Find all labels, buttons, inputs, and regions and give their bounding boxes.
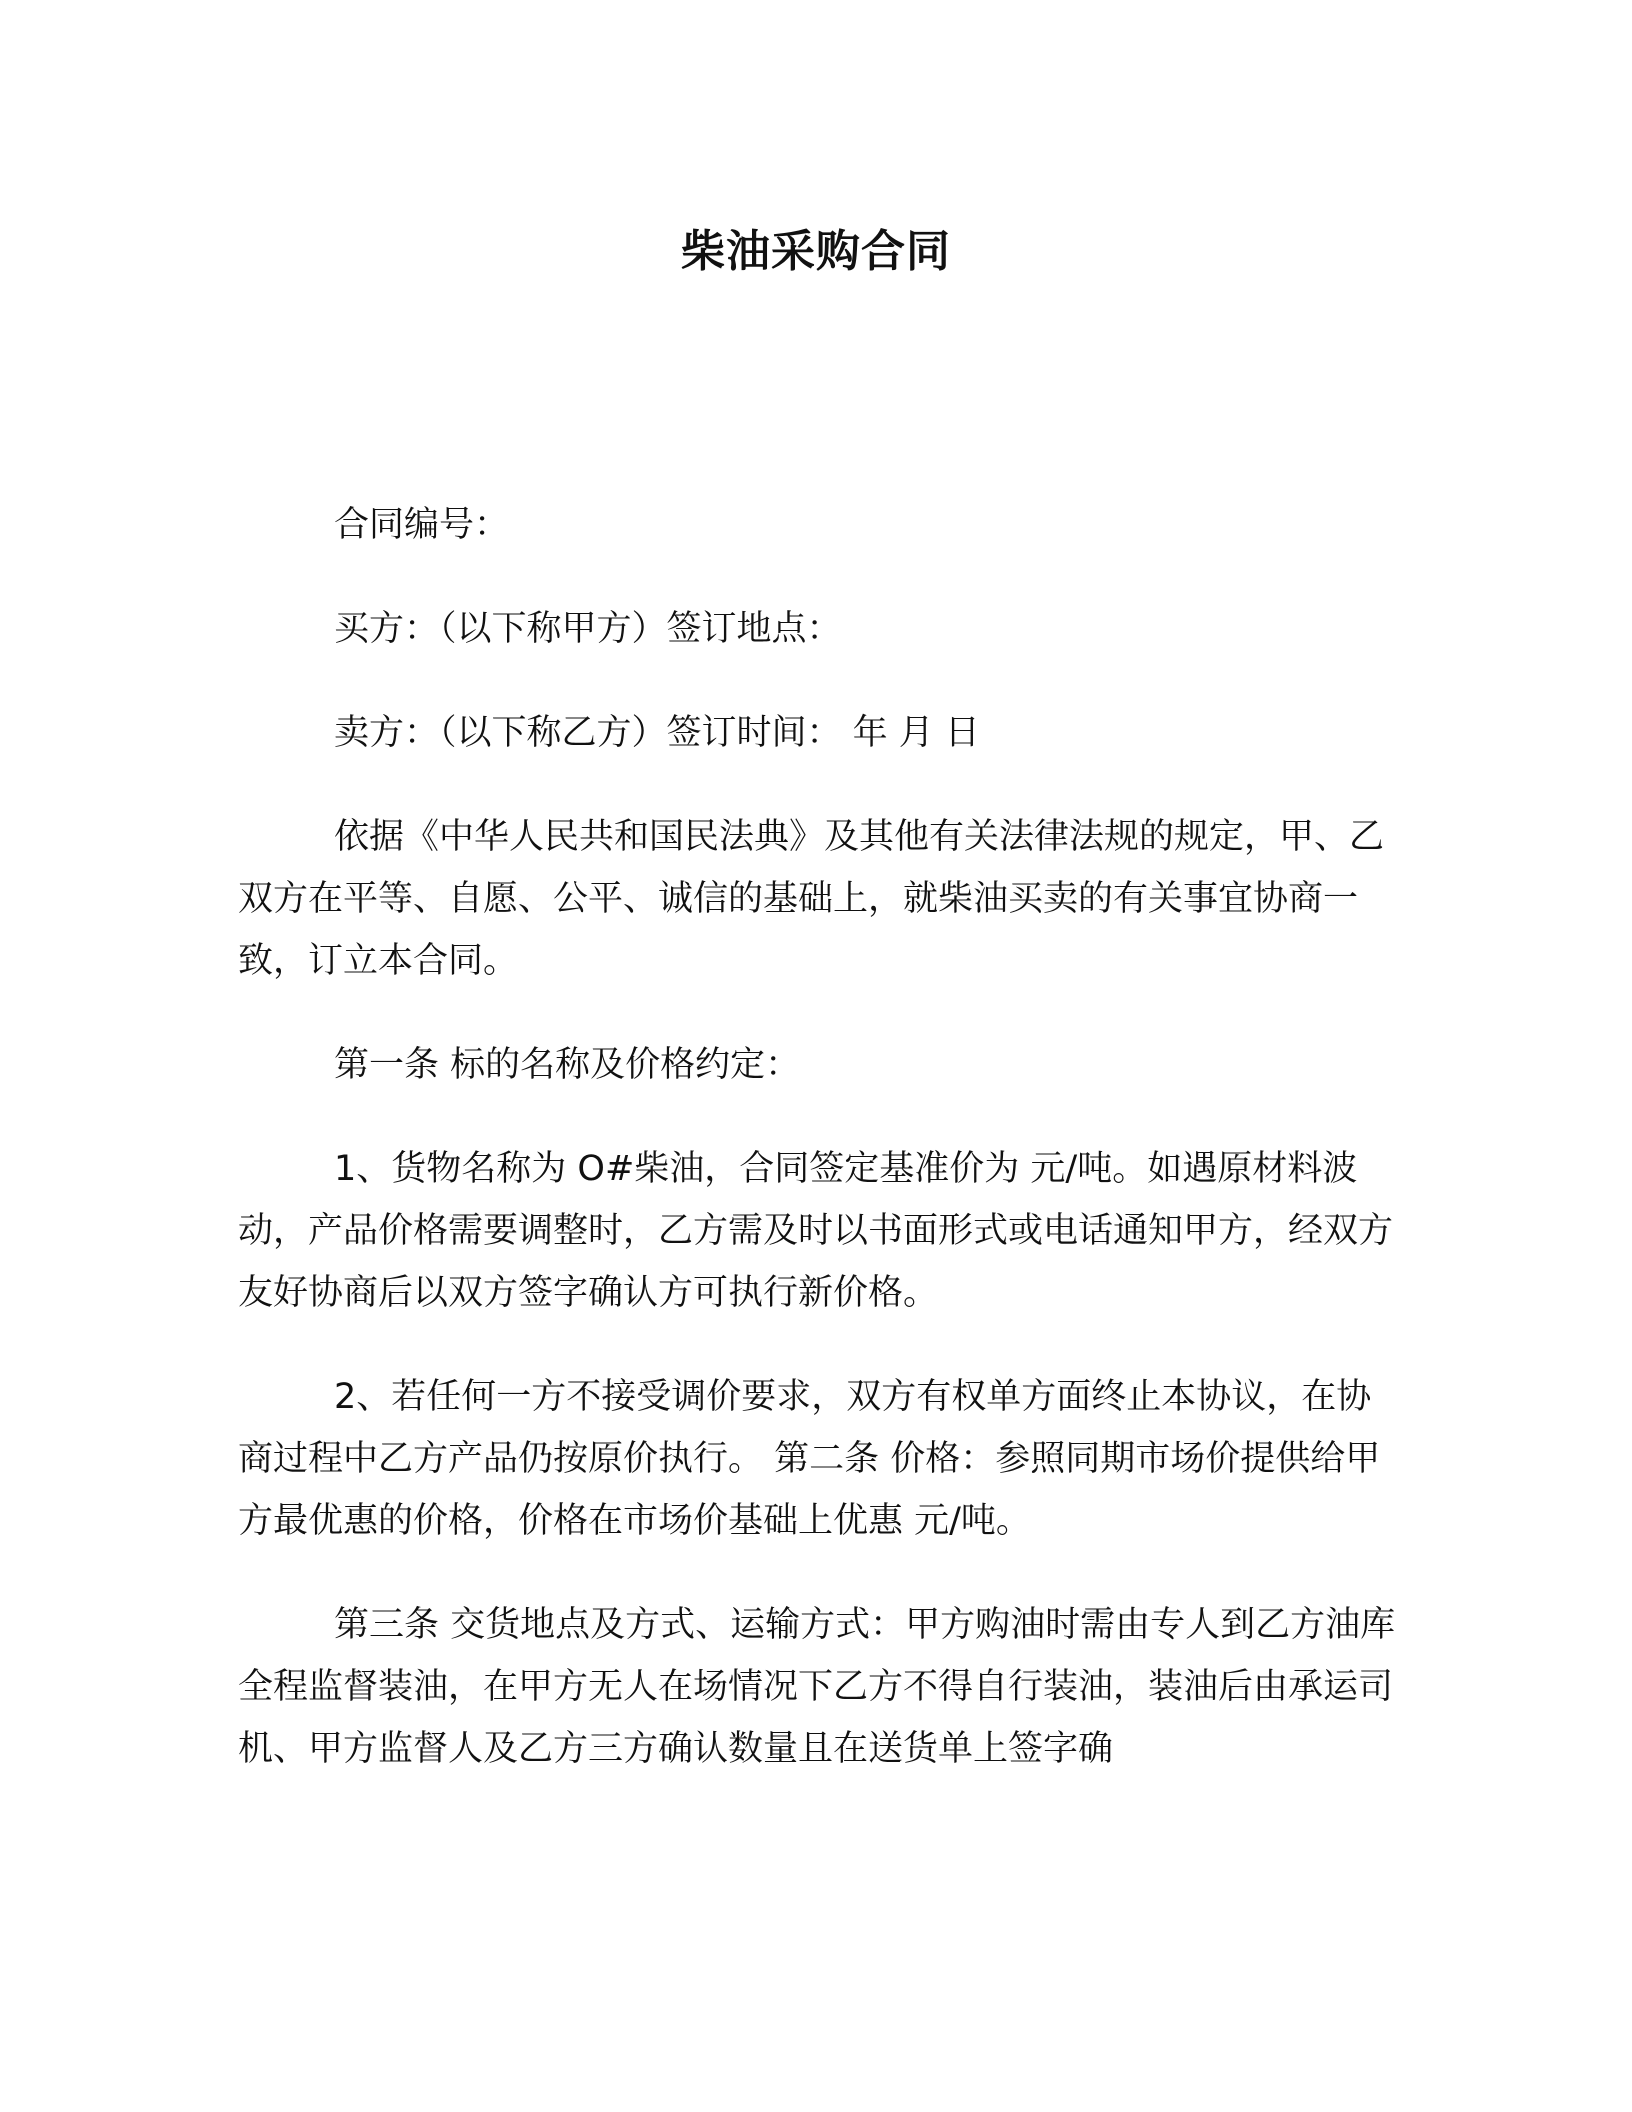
seller-line: 卖方：（以下称乙方）签订时间： 年 月 日 xyxy=(334,713,980,753)
article-1-clause-1: 1、货物名称为 O#柴油，合同签定基准价为 元/吨。如遇原材料波动，产品价格需要调整时，乙方需及时以书面形式或电话通知甲方，经双方友好协商后以双方签字确认方可执行新价格。 xyxy=(238,1149,1394,1313)
buyer-line: 买方：（以下称甲方）签订地点： xyxy=(334,609,842,649)
article-1-clause-2: 2、若任何一方不接受调价要求，双方有权单方面终止本协议，在协商过程中乙方产品仍按原价执行。 第二条 价格：参照同期市场价提供给甲方最优惠的价格，价格在市场价基础上优惠 元/吨。 xyxy=(238,1377,1381,1541)
contract-number-line: 合同编号： xyxy=(334,505,510,545)
document-title: 柴油采购合同 xyxy=(681,226,951,277)
article-3-paragraph: 第三条 交货地点及方式、运输方式：甲方购油时需由专人到乙方油库全程监督装油，在甲方无人在场情况下乙方不得自行装油，装油后由承运司机、甲方监督人及乙方三方确认数量且在送货单上签字确 xyxy=(238,1605,1396,1769)
document-body xyxy=(238,494,1398,1822)
preamble-paragraph: 依据《中华人民共和国民法典》及其他有关法律法规的规定，甲、乙双方在平等、自愿、公平、诚信的基础上，就柴油买卖的有关事宜协商一致，订立本合同。 xyxy=(238,817,1385,981)
article-1-heading: 第一条 标的名称及价格约定： xyxy=(334,1045,801,1085)
